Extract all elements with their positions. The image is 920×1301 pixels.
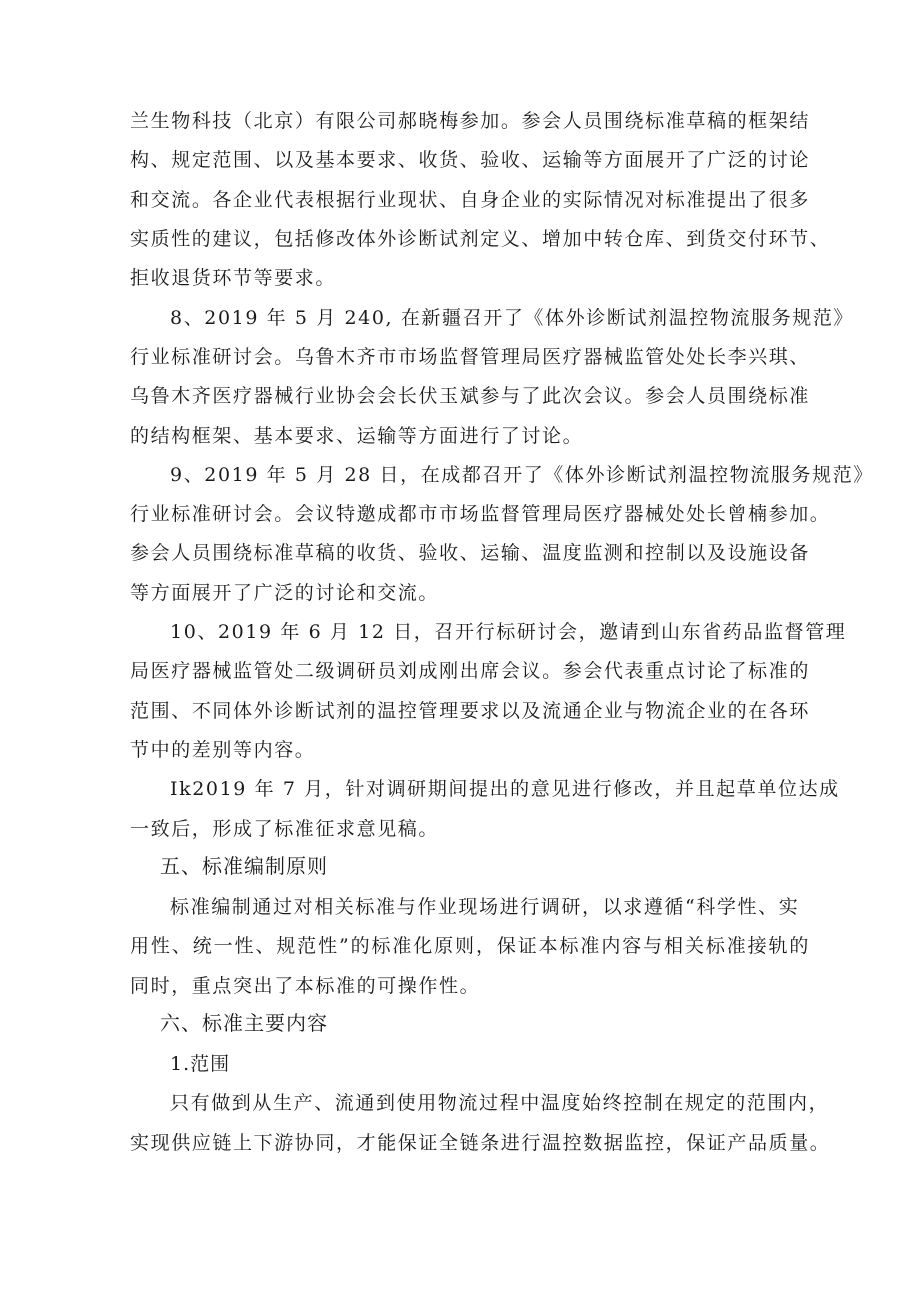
paragraph-line: 同时，重点突出了本标准的可操作性。 bbox=[130, 975, 481, 997]
paragraph-line: 行业标准研讨会。会议特邀成都市市场监督管理局医疗器械处处长曾楠参加。 bbox=[130, 503, 831, 525]
paragraph-line: 标准编制通过对相关标准与作业现场进行调研，以求遵循“科学性、实 bbox=[170, 896, 800, 918]
paragraph-line: 10、2019 年 6 月 12 日，召开行标研讨会，邀请到山东省药品监督管理 bbox=[170, 621, 847, 643]
paragraph-line: 局医疗器械监管处二级调研员刘成刚出席会议。参会代表重点讨论了标准的 bbox=[130, 660, 810, 682]
paragraph-line: 范围、不同体外诊断试剂的温控管理要求以及流通企业与物流企业的在各环 bbox=[130, 700, 810, 722]
subsection-heading: 1.范围 bbox=[170, 1053, 231, 1075]
paragraph-line: 行业标准研讨会。乌鲁木齐市市场监督管理局医疗器械监管处处长李兴琪、 bbox=[130, 346, 810, 368]
paragraph-line: 节中的差别等内容。 bbox=[130, 739, 316, 761]
section-heading: 五、标准编制原则 bbox=[160, 854, 328, 878]
paragraph-line: Ik2019 年 7 月，针对调研期间提出的意见进行修改，并且起草单位达成 bbox=[170, 778, 840, 800]
section-heading: 六、标准主要内容 bbox=[160, 1011, 328, 1035]
paragraph-line: 只有做到从生产、流通到使用物流过程中温度始终控制在规定的范围内， bbox=[170, 1092, 830, 1114]
paragraph-line: 和交流。各企业代表根据行业现状、自身企业的实际情况对标准提出了很多 bbox=[130, 189, 810, 211]
paragraph-line: 8、2019 年 5 月 240, 在新疆召开了《体外诊断试剂温控物流服务规范》 bbox=[170, 307, 855, 329]
paragraph-line: 参会人员围绕标准草稿的收货、验收、运输、温度监测和控制以及设施设备 bbox=[130, 542, 810, 564]
paragraph-line: 用性、统一性、规范性”的标准化原则，保证本标准内容与相关标准接轨的 bbox=[130, 935, 810, 957]
paragraph-line: 9、2019 年 5 月 28 日，在成都召开了《体外诊断试剂温控物流服务规范》 bbox=[170, 464, 874, 486]
paragraph-line: 拒收退货环节等要求。 bbox=[130, 267, 337, 289]
paragraph-line: 等方面展开了广泛的讨论和交流。 bbox=[130, 582, 440, 604]
paragraph-line: 一致后，形成了标准征求意见稿。 bbox=[130, 818, 440, 840]
paragraph-line: 的结构框架、基本要求、运输等方面进行了讨论。 bbox=[130, 425, 584, 447]
paragraph-line: 实质性的建议，包括修改体外诊断试剂定义、增加中转仓库、到货交付环节、 bbox=[130, 228, 831, 250]
paragraph-line: 实现供应链上下游协同，才能保证全链条进行温控数据监控，保证产品质量。 bbox=[130, 1132, 831, 1154]
paragraph-line: 乌鲁木齐医疗器械行业协会会长伏玉斌参与了此次会议。参会人员围绕标准 bbox=[130, 385, 810, 407]
paragraph-line: 兰生物科技（北京）有限公司郝晓梅参加。参会人员围绕标准草稿的框架结 bbox=[130, 110, 810, 132]
paragraph-line: 构、规定范围、以及基本要求、收货、验收、运输等方面展开了广泛的讨论 bbox=[130, 149, 810, 171]
